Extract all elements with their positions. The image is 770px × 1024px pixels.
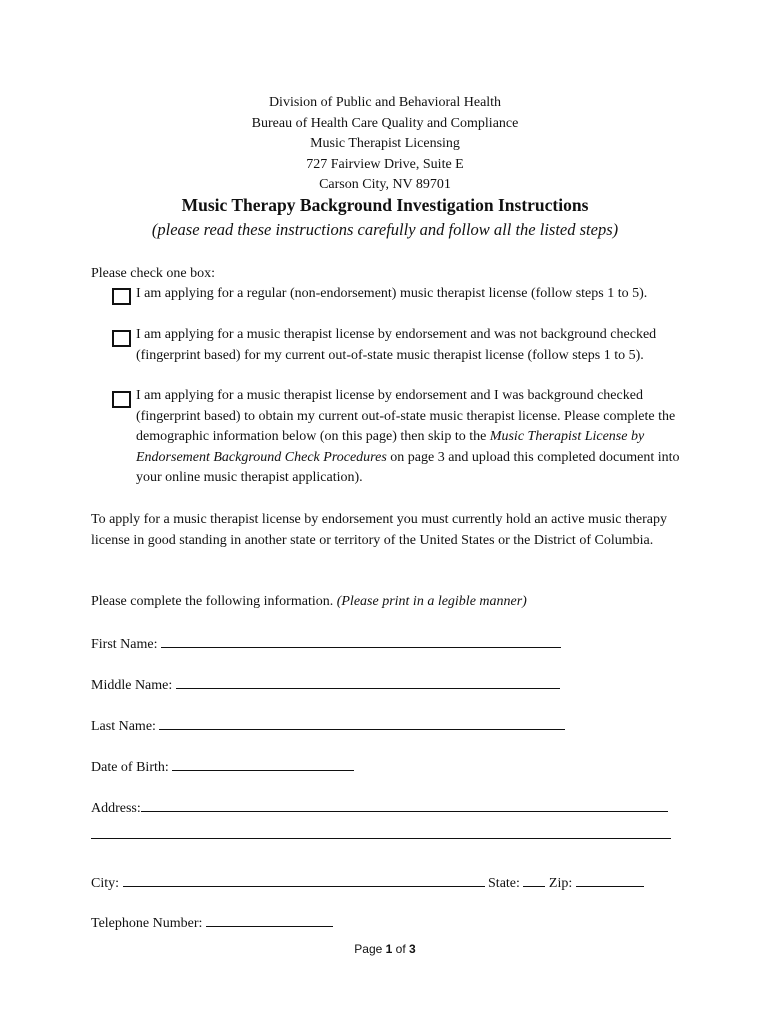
option-endorsement-checked bbox=[136, 386, 681, 489]
last-name-field bbox=[91, 715, 565, 737]
instructions-text: Please complete the following information. bbox=[91, 594, 334, 609]
regular-license-checkbox[interactable] bbox=[112, 288, 131, 305]
option-endorsement-not-checked: I am applying for a music therapist license by endorsement and was not background checked (fingerprint based) for my current out-of-state music therapist license (follow steps 1 to 5). bbox=[136, 327, 657, 363]
form-instructions bbox=[91, 592, 527, 613]
agency-header bbox=[0, 93, 770, 196]
middle-name-input[interactable] bbox=[176, 674, 560, 689]
endorsement-paragraph: To apply for a music therapist license by endorsement you must currently hold an active music therapy license in good standing in another state or territory of the United States or the District of Columbia. bbox=[91, 512, 667, 548]
total-pages-number: 3 bbox=[409, 942, 416, 956]
page-footer bbox=[0, 942, 770, 956]
page-word: Page bbox=[354, 942, 383, 956]
state-input[interactable] bbox=[523, 872, 545, 887]
current-page-number: 1 bbox=[385, 942, 393, 956]
telephone-input[interactable] bbox=[206, 912, 333, 927]
dob-input[interactable] bbox=[172, 756, 354, 771]
zip-label: Zip: bbox=[548, 876, 573, 891]
of-word: of bbox=[395, 942, 406, 956]
address-input-line-2[interactable] bbox=[91, 838, 671, 839]
address-label: Address: bbox=[91, 801, 141, 816]
zip-input[interactable] bbox=[576, 872, 644, 887]
city-state-zip-field bbox=[91, 872, 644, 894]
dob-label: Date of Birth: bbox=[91, 760, 169, 775]
option-3-text-end: on page 3 and upload this completed document into your online music therapist application). bbox=[136, 449, 680, 486]
first-name-label: First Name: bbox=[91, 637, 158, 652]
middle-name-field bbox=[91, 674, 560, 696]
date-of-birth-field bbox=[91, 756, 354, 778]
first-name-field bbox=[91, 633, 561, 655]
last-name-label: Last Name: bbox=[91, 719, 156, 734]
city-label: City: bbox=[91, 876, 120, 891]
endorsement-not-checked-checkbox[interactable] bbox=[112, 330, 131, 347]
last-name-input[interactable] bbox=[159, 715, 565, 730]
page-title: Music Therapy Background Investigation Instructions bbox=[181, 195, 589, 215]
header-division: Division of Public and Behavioral Health bbox=[268, 95, 502, 110]
address-field bbox=[91, 797, 668, 819]
state-label: State: bbox=[488, 876, 520, 891]
header-program: Music Therapist Licensing bbox=[310, 136, 460, 152]
first-name-input[interactable] bbox=[161, 633, 561, 648]
header-city: Carson City, NV 89701 bbox=[319, 177, 451, 193]
option-regular-license: I am applying for a regular (non-endorsement) music therapist license (follow steps 1 to 5). bbox=[136, 286, 648, 301]
check-intro: Please check one box: bbox=[91, 266, 216, 281]
header-street: 727 Fairview Drive, Suite E bbox=[306, 156, 464, 172]
header-bureau: Bureau of Health Care Quality and Compliance bbox=[251, 115, 519, 131]
middle-name-label: Middle Name: bbox=[91, 678, 173, 693]
address-input-line-1[interactable] bbox=[141, 797, 668, 812]
page-subtitle: (please read these instructions carefully and follow all the listed steps) bbox=[151, 220, 619, 239]
endorsement-checked-checkbox[interactable] bbox=[112, 391, 131, 408]
procedures-reference: Music Therapist License by Endorsement Background Check Procedures bbox=[136, 429, 645, 465]
option-3-text: I am applying for a music therapist license by endorsement and I was background checked (fingerprint based) to obtain my current out-of-state music therapist license. Please complete the demographic information below (on this page) then skip to the bbox=[136, 388, 676, 445]
instructions-note: (Please print in a legible manner) bbox=[336, 594, 527, 609]
telephone-label: Telephone Number: bbox=[91, 916, 203, 931]
city-input[interactable] bbox=[123, 872, 485, 887]
telephone-field bbox=[91, 912, 333, 934]
